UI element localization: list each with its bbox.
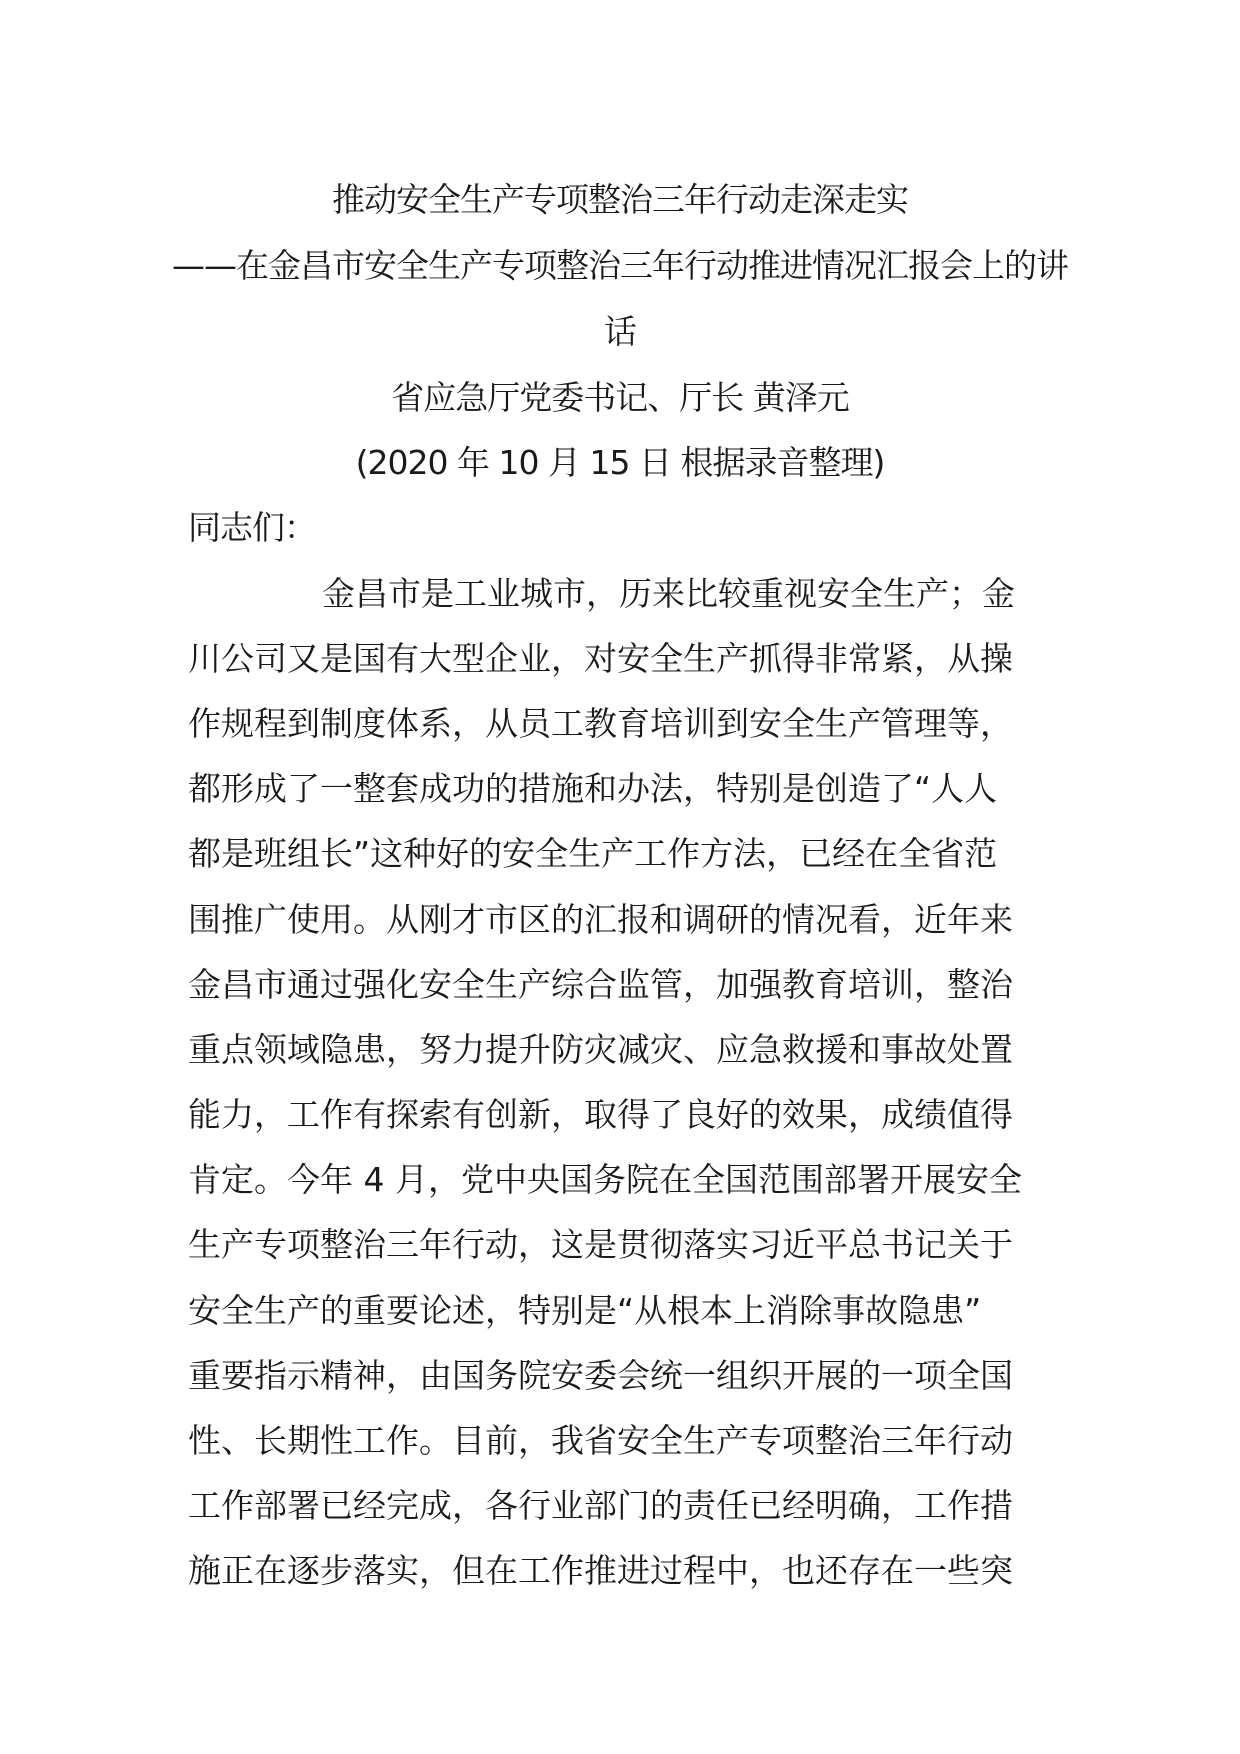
body-line: 重点领域隐患，努力提升防灾减灾、应急救援和事故处置 — [188, 1030, 1013, 1069]
body-line: 川公司又是国有大型企业，对安全生产抓得非常紧，从操 — [188, 639, 1013, 678]
date-note: (2020 年 10 月 15 日 根据录音整理) — [355, 443, 885, 482]
body-line: 生产专项整治三年行动，这是贯彻落实习近平总书记关于 — [188, 1225, 1013, 1264]
document-subtitle-line-2: 话 — [604, 312, 636, 351]
document-subtitle-line-1: ——在金昌市安全生产专项整治三年行动推进情况汇报会上的讲 — [172, 246, 1068, 285]
body-line: 工作部署已经完成，各行业部门的责任已经明确，工作措 — [188, 1486, 1013, 1525]
document-title: 推动安全生产专项整治三年行动走深走实 — [332, 180, 908, 219]
body-line: 重要指示精神，由国务院安委会统一组织开展的一项全国 — [188, 1356, 1013, 1395]
body-line: 作规程到制度体系，从员工教育培训到安全生产管理等， — [188, 704, 1013, 743]
body-line: 性、长期性工作。目前，我省安全生产专项整治三年行动 — [188, 1421, 1013, 1460]
body-line: 金昌市通过强化安全生产综合监管，加强教育培训，整治 — [188, 965, 1013, 1004]
body-line: 能力，工作有探索有创新，取得了良好的效果，成绩值得 — [188, 1095, 1013, 1134]
greeting: 同志们： — [188, 508, 316, 547]
body-line: 都是班组长”这种好的安全生产工作方法，已经在全省范 — [188, 834, 998, 873]
body-line: 施正在逐步落实，但在工作推进过程中，也还存在一些突 — [188, 1551, 1013, 1590]
body-line: 肯定。今年 4 月，党中央国务院在全国范围部署开展安全 — [188, 1160, 1022, 1199]
body-line: 金昌市是工业城市，历来比较重视安全生产；金 — [322, 574, 1015, 613]
speaker-line: 省应急厅党委书记、厅长 黄泽元 — [391, 378, 849, 417]
body-line: 围推广使用。从刚才市区的汇报和调研的情况看，近年来 — [188, 900, 1013, 939]
body-line: 都形成了一整套成功的措施和办法，特别是创造了“人人 — [188, 769, 998, 808]
body-line: 安全生产的重要论述，特别是“从根本上消除事故隐患” — [188, 1291, 982, 1330]
